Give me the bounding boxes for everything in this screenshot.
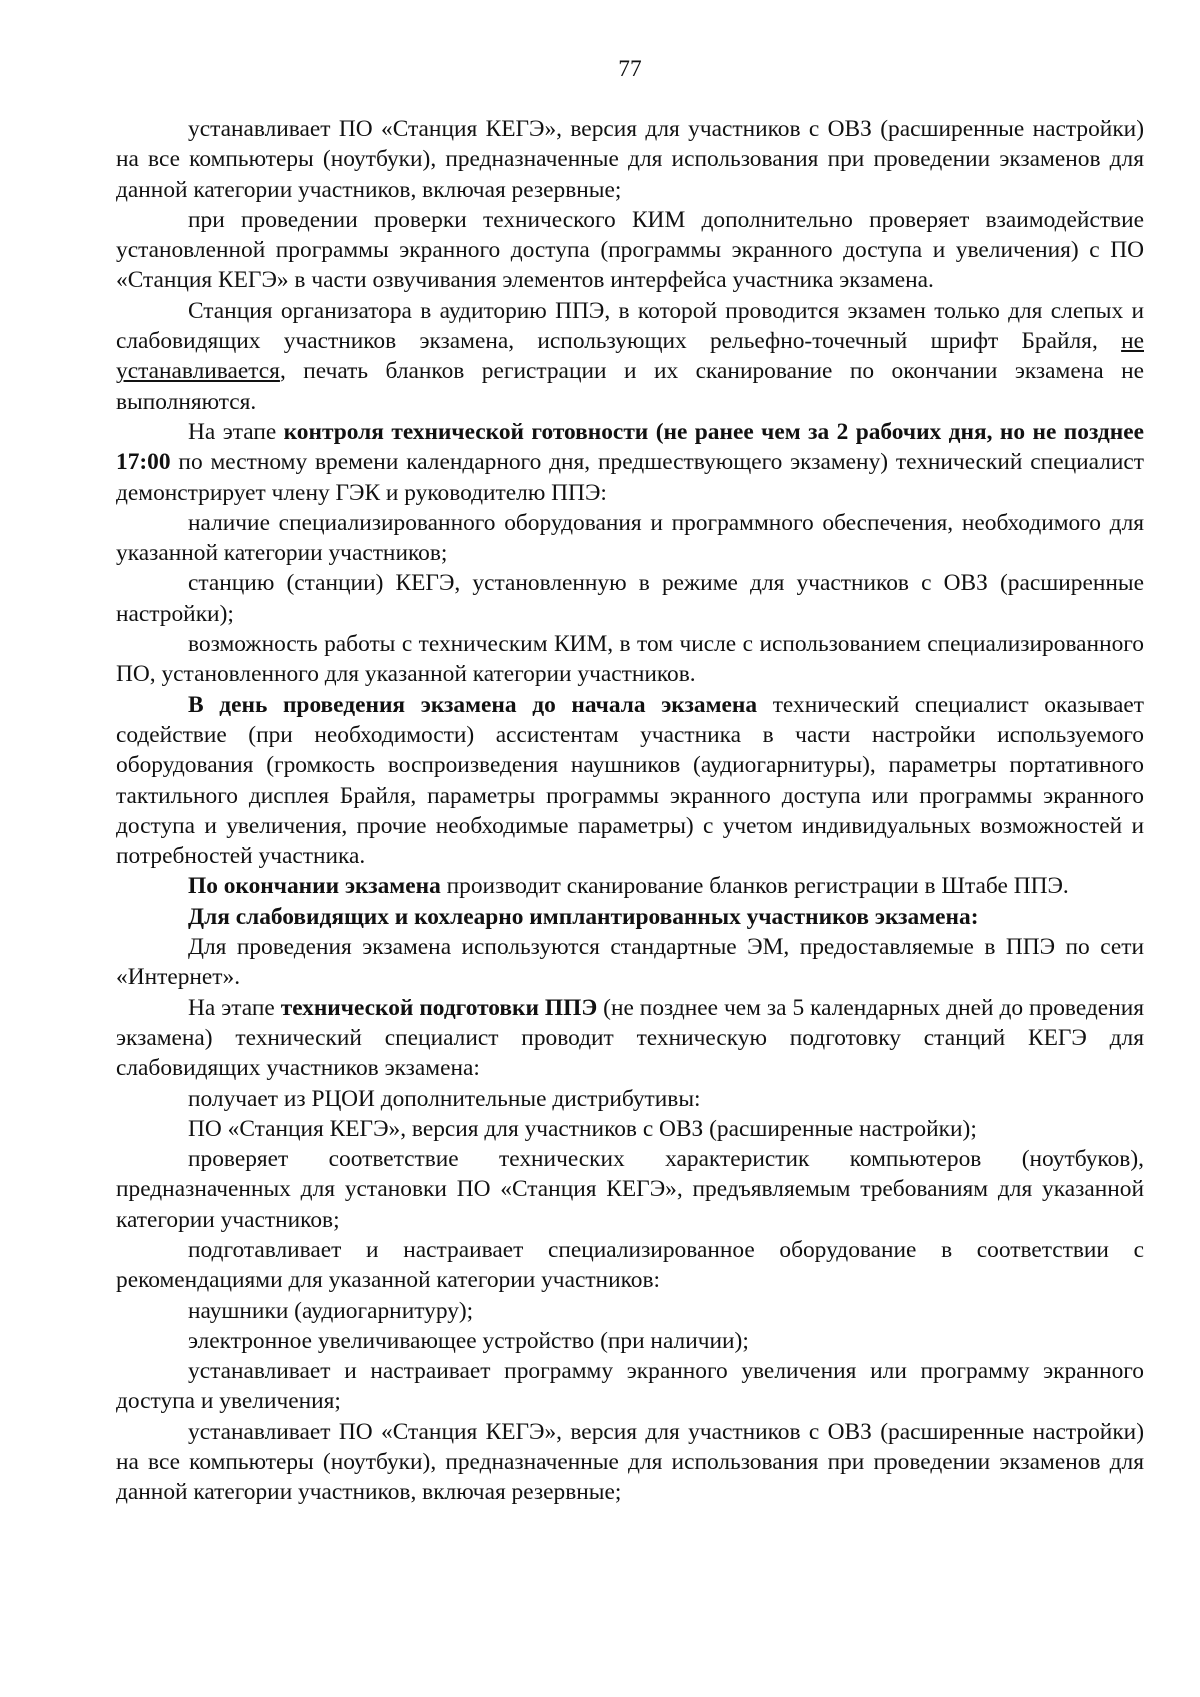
paragraph	[116, 902, 1144, 932]
text-run: наличие специализированного оборудования и программного обеспечения, необходимого для указанной категории участников;	[116, 509, 1144, 567]
text-run: устанавливает ПО «Станция КЕГЭ», версия для участников с ОВЗ (расширенные настройки) на все компьютеры (ноутбуки), предназначенные для использования при проведении экзаменов для данной категории участников, включая резервные;	[116, 116, 1144, 203]
bold-text: В день проведения экзамена до начала экзамена	[188, 691, 758, 718]
paragraph	[116, 1144, 1144, 1235]
paragraph	[116, 417, 1144, 508]
text-run: устанавливает и настраивает программу экранного увеличения или программу экранного доступа и увеличения;	[116, 1358, 1144, 1415]
paragraph	[116, 296, 1144, 417]
text-run: станцию (станции) КЕГЭ, установленную в режиме для участников с ОВЗ (расширенные настройки);	[116, 570, 1144, 627]
text-run: устанавливает ПО «Станция КЕГЭ», версия для участников с ОВЗ (расширенные настройки) на все компьютеры (ноутбуки), предназначенные для использования при проведении экзаменов для данной категории участников, включая резервные;	[116, 1418, 1144, 1506]
paragraph	[116, 993, 1144, 1084]
text-run: проверяет соответствие технических характеристик компьютеров (ноутбуков), предназначенных для установки ПО «Станция КЕГЭ», предъявляемым требованиям для указанной категории участников;	[116, 1146, 1144, 1233]
text-run: электронное увеличивающее устройство (при наличии);	[188, 1327, 749, 1354]
paragraph	[116, 114, 1144, 205]
paragraph	[116, 1084, 1144, 1114]
paragraph	[116, 1417, 1144, 1508]
paragraph	[116, 205, 1144, 296]
text-run: (не позднее чем за 5 календарных дней до проведения экзамена) технический специалист проводит техническую подготовку станций КЕГЭ для слабовидящих участников экзамена:	[116, 994, 1144, 1082]
text-run: технический специалист оказывает содействие (при необходимости) ассистентам участника в части настройки используемого оборудования (громкость воспроизведения наушников (аудиогарнитуры), параметры портативного тактильного дисплея Брайля, параметры программы экранного доступа или программы экранного доступа и увеличения, прочие необходимые параметры) с учетом индивидуальных возможностей и потребностей участника.	[116, 691, 1144, 870]
text-run: при проведении проверки технического КИМ дополнительно проверяет взаимодействие установленной программы экранного доступа (программы экранного доступа и увеличения) с ПО «Станция КЕГЭ» в части озвучивания элементов интерфейса участника экзамена.	[116, 206, 1144, 294]
paragraph	[116, 932, 1144, 993]
text-run: наушники (аудиогарнитуру);	[188, 1297, 474, 1324]
document-body	[116, 114, 1144, 1508]
paragraph	[116, 871, 1144, 901]
bold-text: По окончании экзамена	[188, 873, 441, 900]
paragraph	[116, 568, 1144, 629]
text-run: подготавливает и настраивает специализированное оборудование в соответствии с рекомендациями для указанной категории участников:	[116, 1236, 1144, 1294]
paragraph	[116, 1235, 1144, 1296]
text-run: На этапе	[188, 994, 281, 1021]
underlined-text: не устанавливается	[116, 328, 1144, 385]
paragraph	[116, 629, 1144, 690]
text-run: по местному времени календарного дня, предшествующего экзамену) технический специалист демонстрирует члену ГЭК и руководителю ППЭ:	[116, 449, 1144, 506]
text-run: Для проведения экзамена используются стандартные ЭМ, предоставляемые в ППЭ по сети «Интернет».	[116, 934, 1144, 991]
text-run: , печать бланков регистрации и их сканирование по окончании экзамена не выполняются.	[116, 358, 1144, 415]
text-run: Станция организатора в аудиторию ППЭ, в которой проводится экзамен только для слепых и слабовидящих участников экзамена, использующих рельефно-точечный шрифт Брайля,	[116, 297, 1144, 355]
text-run: производит сканирование бланков регистрации в Штабе ППЭ.	[440, 873, 1069, 900]
paragraph	[116, 508, 1144, 569]
text-run: возможность работы с техническим КИМ, в том числе с использованием специализированного ПО, установленного для указанной категории участников.	[116, 631, 1144, 688]
paragraph	[116, 1356, 1144, 1417]
text-run: На этапе	[188, 418, 284, 445]
paragraph	[116, 1326, 1144, 1356]
page-number: 77	[618, 56, 642, 82]
bold-text: Для слабовидящих и кохлеарно имплантированных участников экзамена:	[188, 903, 979, 930]
bold-text: контроля технической готовности (не ранее чем за 2 рабочих дня, но не позднее 17:00	[116, 418, 1144, 476]
paragraph	[116, 690, 1144, 872]
paragraph	[116, 1114, 1144, 1144]
text-run: ПО «Станция КЕГЭ», версия для участников с ОВЗ (расширенные настройки);	[188, 1115, 977, 1142]
paragraph	[116, 1296, 1144, 1326]
text-run: получает из РЦОИ дополнительные дистрибутивы:	[188, 1085, 701, 1112]
bold-text: технической подготовки ППЭ	[280, 994, 598, 1021]
